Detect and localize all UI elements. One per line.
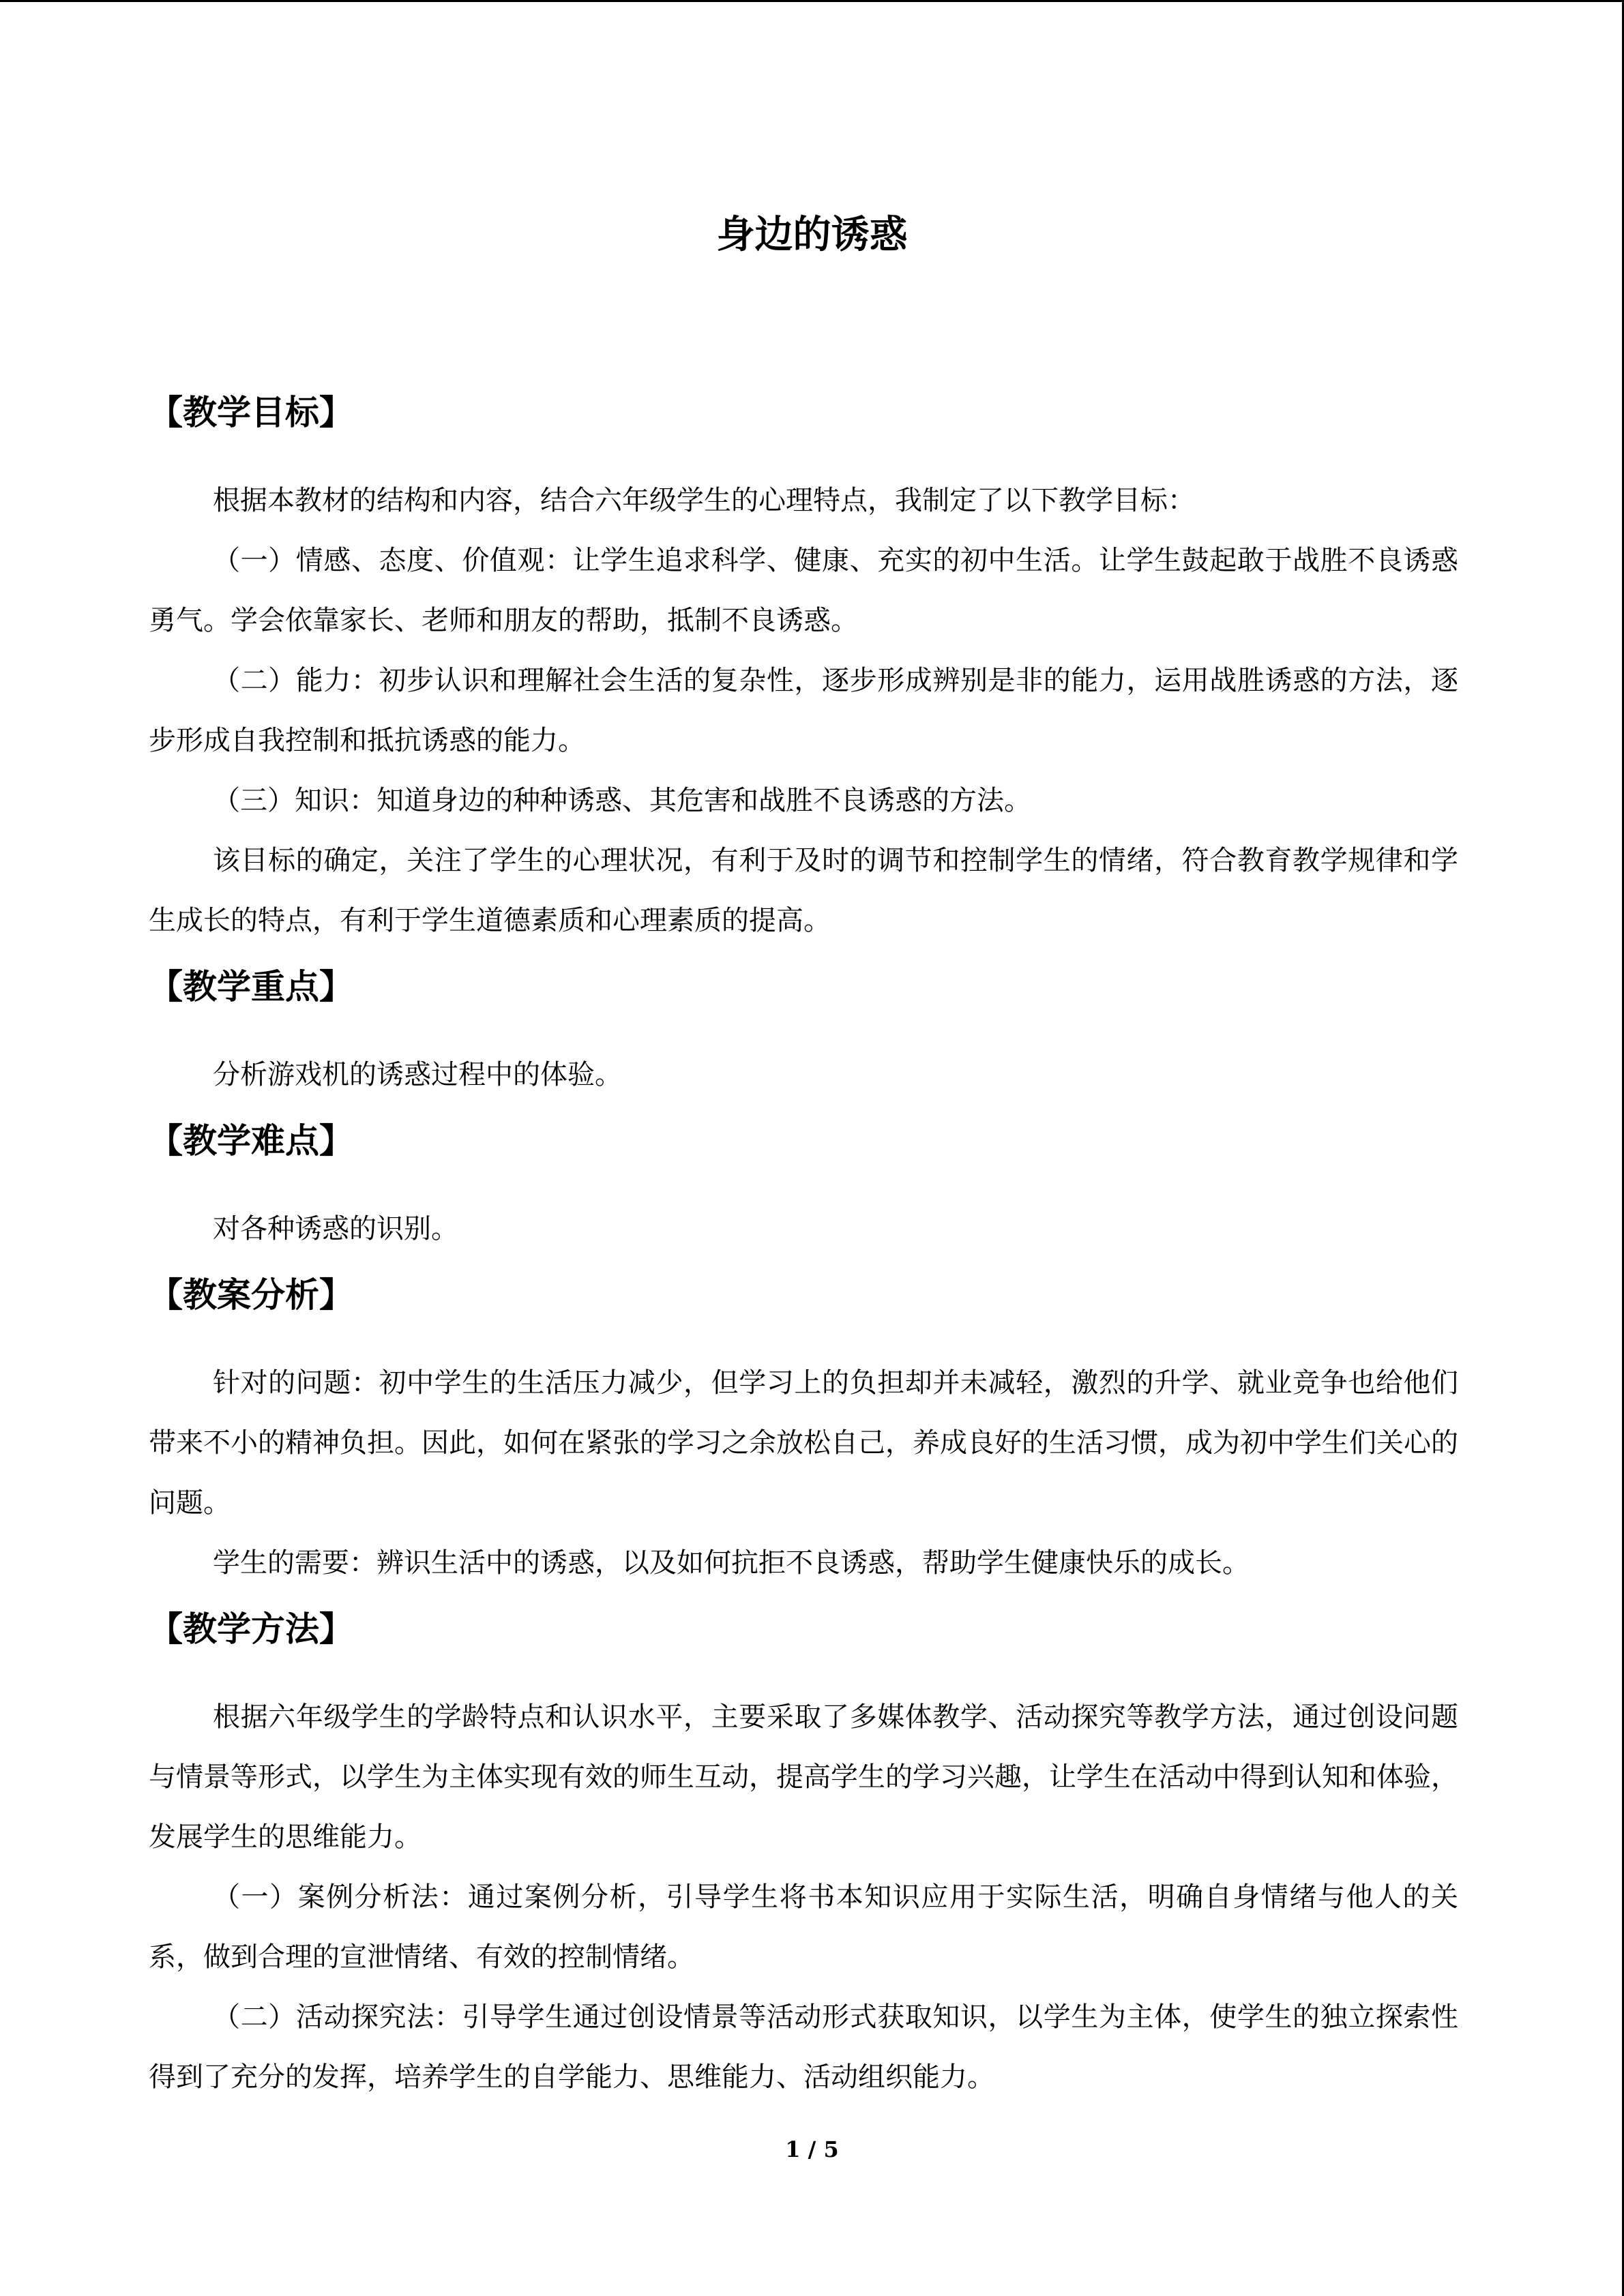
section-teaching-difficulty bbox=[149, 1110, 1458, 1259]
paragraph: 对各种诱惑的识别。 bbox=[213, 1213, 458, 1244]
section-heading: 【教学目标】 bbox=[149, 393, 353, 432]
top-border-line bbox=[0, 0, 1624, 2]
paragraph: （二）能力：初步认识和理解社会生活的复杂性，逐步形成辨别是非的能力，运用战胜诱惑的方法，逐步形成自我控制和抵抗诱惑的能力。 bbox=[149, 665, 1458, 756]
paragraph: 学生的需要：辨识生活中的诱惑，以及如何抗拒不良诱惑，帮助学生健康快乐的成长。 bbox=[213, 1547, 1250, 1579]
document-body bbox=[149, 382, 1458, 2107]
paragraph: 根据本教材的结构和内容，结合六年级学生的心理特点，我制定了以下教学目标： bbox=[213, 485, 1195, 516]
section-heading: 【教案分析】 bbox=[149, 1275, 353, 1315]
page-number: 1 / 5 bbox=[785, 2136, 839, 2162]
paragraph: （一）案例分析法：通过案例分析，引导学生将书本知识应用于实际生活，明确自身情绪与他人的关系，做到合理的宣泄情绪、有效的控制情绪。 bbox=[149, 1881, 1458, 1973]
paragraph: 分析游戏机的诱惑过程中的体验。 bbox=[213, 1059, 622, 1090]
paragraph: 根据六年级学生的学龄特点和认识水平，主要采取了多媒体教学、活动探究等教学方法，通过创设问题与情景等形式，以学生为主体实现有效的师生互动，提高学生的学习兴趣，让学生在活动中得到认知和体验，发展学生的思维能力。 bbox=[149, 1701, 1458, 1853]
section-heading: 【教学难点】 bbox=[149, 1121, 353, 1161]
paragraph: （三）知识：知道身边的种种诱惑、其危害和战胜不良诱惑的方法。 bbox=[213, 785, 1031, 816]
paragraph: （一）情感、态度、价值观：让学生追求科学、健康、充实的初中生活。让学生鼓起敢于战胜不良诱惑勇气。学会依靠家长、老师和朋友的帮助，抵制不良诱惑。 bbox=[149, 545, 1458, 636]
paragraph: 该目标的确定，关注了学生的心理状况，有利于及时的调节和控制学生的情绪，符合教育教学规律和学生成长的特点，有利于学生道德素质和心理素质的提高。 bbox=[149, 845, 1458, 936]
paragraph: （二）活动探究法：引导学生通过创设情景等活动形式获取知识，以学生为主体，使学生的独立探索性得到了充分的发挥，培养学生的自学能力、思维能力、活动组织能力。 bbox=[149, 2001, 1458, 2093]
paragraph: 针对的问题：初中学生的生活压力减少，但学习上的负担却并未减轻，激烈的升学、就业竞争也给他们带来不小的精神负担。因此，如何在紧张的学习之余放松自己，养成良好的生活习惯，成为初中学生们关心的问题。 bbox=[149, 1367, 1458, 1519]
section-heading: 【教学方法】 bbox=[149, 1609, 353, 1649]
section-heading: 【教学重点】 bbox=[149, 967, 353, 1007]
section-teaching-objectives bbox=[149, 382, 1458, 951]
section-teaching-methods bbox=[149, 1598, 1458, 2107]
section-lesson-analysis bbox=[149, 1264, 1458, 1593]
page-title: 身边的诱惑 bbox=[716, 213, 908, 257]
section-teaching-focus bbox=[149, 956, 1458, 1105]
